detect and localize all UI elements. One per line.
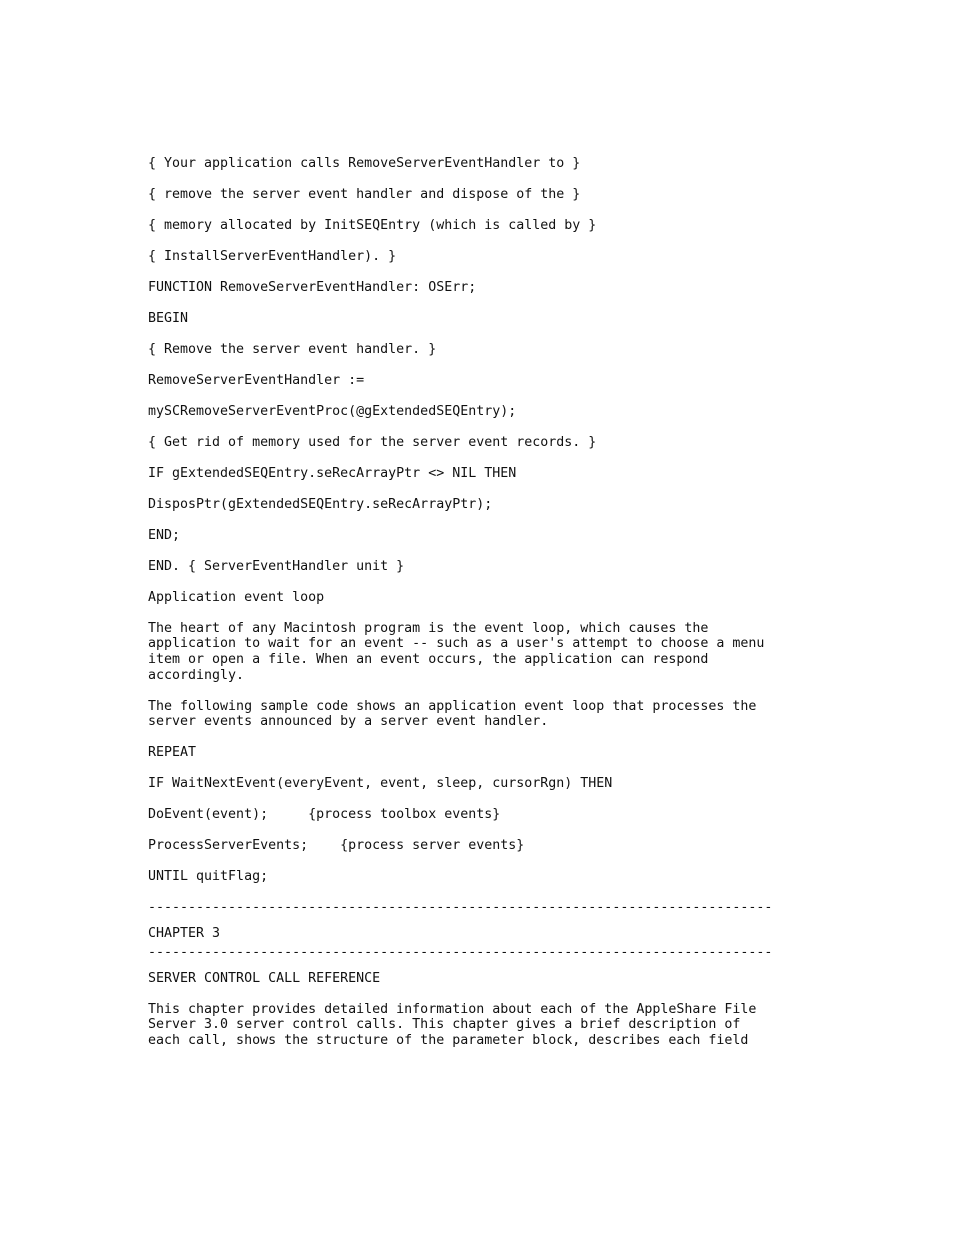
code-line: REPEAT <box>148 745 197 761</box>
code-line: { Remove the server event handler. } <box>148 341 437 357</box>
code-line: ProcessServerEvents; {process server events} <box>148 838 525 854</box>
horizontal-rule: ------------------------------------------------------------------------------ <box>148 900 773 916</box>
code-line: { remove the server event handler and dispose of the } <box>148 186 581 202</box>
body-paragraph: This chapter provides detailed information about each of the AppleShare File Server 3.0 server control calls. This chapter gives a brief description of each call, shows the structure of the parameter block, describes each field <box>148 1001 757 1048</box>
code-line: { InstallServerEventHandler). } <box>148 248 397 264</box>
code-line: UNTIL quitFlag; <box>148 869 269 885</box>
code-line: FUNCTION RemoveServerEventHandler: OSErr; <box>148 279 477 295</box>
code-line: { Your application calls RemoveServerEventHandler to } <box>148 156 581 171</box>
code-line: IF gExtendedSEQEntry.seRecArrayPtr <> NIL THEN <box>148 465 517 481</box>
code-line: RemoveServerEventHandler := <box>148 372 365 388</box>
code-line: DoEvent(event); {process toolbox events} <box>148 807 501 823</box>
chapter-label: CHAPTER 3 <box>148 925 221 941</box>
horizontal-rule: ------------------------------------------------------------------------------ <box>148 945 773 961</box>
body-paragraph: The heart of any Macintosh program is the event loop, which causes the application to wait for an event -- such as a user's attempt to choose a menu item or open a file. When an event occurs, the application can respond accordingly. <box>148 620 765 683</box>
code-line: END. { ServerEventHandler unit } <box>148 558 405 574</box>
body-paragraph: The following sample code shows an application event loop that processes the server events announced by a server event handler. <box>148 698 757 730</box>
code-line: BEGIN <box>148 310 189 326</box>
code-line: { memory allocated by InitSEQEntry (which is called by } <box>148 217 597 233</box>
code-line: { Get rid of memory used for the server event records. } <box>148 434 597 450</box>
code-line: mySCRemoveServerEventProc(@gExtendedSEQEntry); <box>148 403 517 419</box>
section-heading: Application event loop <box>148 589 325 605</box>
document-page <box>148 156 808 1064</box>
code-line: END; <box>148 527 181 543</box>
code-line: DisposPtr(gExtendedSEQEntry.seRecArrayPtr); <box>148 496 493 512</box>
code-line: IF WaitNextEvent(everyEvent, event, sleep, cursorRgn) THEN <box>148 776 613 792</box>
chapter-title: SERVER CONTROL CALL REFERENCE <box>148 970 381 986</box>
